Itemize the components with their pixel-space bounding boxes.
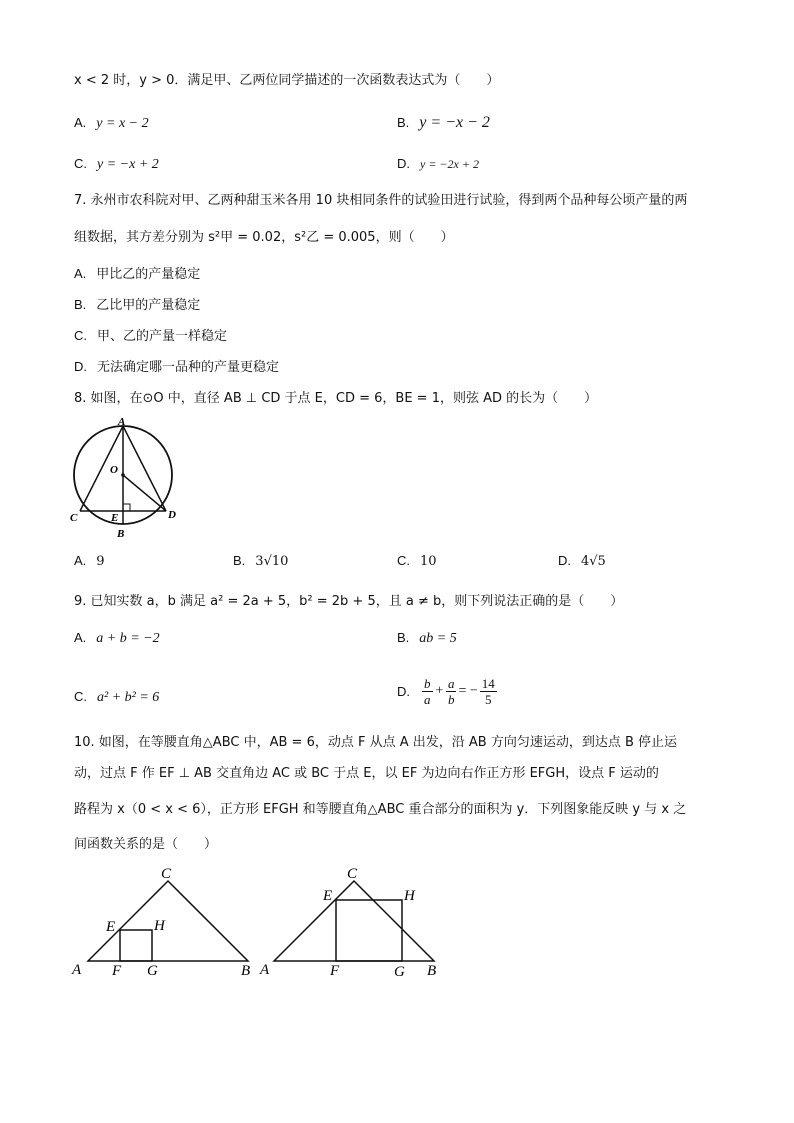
- option-label: B.: [74, 297, 87, 312]
- option-text: y = −2x + 2: [420, 157, 479, 171]
- center-point: [121, 473, 125, 477]
- option-text: 9: [96, 554, 105, 569]
- denominator: b: [447, 692, 455, 707]
- option-text: 乙比甲的产量稳定: [96, 298, 201, 313]
- label-g: G: [394, 964, 405, 980]
- chord-ad: [123, 426, 166, 511]
- fraction-14-over-5: [480, 676, 497, 707]
- q9-stem-line: 9. 已知实数 a，b 满足 a² = 2a + 5，b² = 2b + 5，且 a ≠ b，则下列说法正确的是（ ）: [74, 594, 624, 609]
- q6-option-b: [397, 114, 490, 133]
- option-text: 甲、乙的产量一样稳定: [97, 329, 228, 344]
- label-c: C: [161, 866, 172, 882]
- option-text: a + b = −2: [96, 631, 160, 646]
- q6-stem-line: x < 2 时，y > 0．满足甲、乙两位同学描述的一次函数表达式为（ ）: [74, 73, 500, 88]
- option-label: D.: [74, 359, 87, 374]
- label-h: H: [154, 918, 165, 934]
- q10-stem-line-3: 路程为 x（0 < x < 6），正方形 EFGH 和等腰直角△ABC 重合部分的面积为 y．下列图象能反映 y 与 x 之: [74, 802, 687, 817]
- option-label: A.: [74, 266, 87, 281]
- q10-stem-line-1: 10. 如图，在等腰直角△ABC 中，AB = 6，动点 F 从点 A 出发，沿 AB 方向匀速运动，到达点 B 停止运: [74, 735, 677, 750]
- label-b: B: [117, 528, 125, 540]
- q7-option-d: [74, 358, 279, 377]
- q9-option-a: [74, 629, 160, 648]
- q8-circle-figure: [68, 415, 180, 543]
- label-f: F: [330, 963, 340, 979]
- q9-option-c: [74, 688, 159, 707]
- option-text: y = −x − 2: [419, 114, 490, 131]
- option-label: B.: [397, 115, 410, 130]
- label-h: H: [404, 888, 415, 904]
- label-c: C: [347, 866, 358, 882]
- q7-option-b: [74, 296, 200, 315]
- denominator: a: [424, 692, 431, 707]
- option-label: D.: [397, 683, 410, 699]
- option-text: 10: [420, 554, 437, 569]
- q10-stem-line-4: 间函数关系的是（ ）: [74, 837, 218, 852]
- q6-option-a: [74, 114, 149, 133]
- q8-stem-line: 8. 如图，在⊙O 中，直径 AB ⊥ CD 于点 E，CD = 6，BE = 1，则弦 AD 的长为（ ）: [74, 391, 598, 406]
- numerator: a: [447, 676, 455, 691]
- denominator: 5: [485, 692, 492, 707]
- q10-stem-line-2: 动，过点 F 作 EF ⊥ AB 交直角边 AC 或 BC 于点 E，以 EF 为边向右作正方形 EFGH，设点 F 运动的: [74, 766, 659, 781]
- label-a: A: [118, 416, 126, 428]
- option-label: C.: [397, 553, 410, 568]
- q7-stem-line-2: 组数据，其方差分别为 s²甲 = 0.02，s²乙 = 0.005，则（ ）: [74, 230, 454, 245]
- option-label: B.: [233, 553, 246, 568]
- option-label: A.: [74, 115, 87, 130]
- q8-option-a: [74, 552, 105, 571]
- q9-option-b: [397, 629, 457, 648]
- label-a: A: [260, 962, 270, 978]
- q8-option-d: [558, 552, 606, 571]
- q10-figure-1: [71, 866, 250, 979]
- option-text: 甲比乙的产量稳定: [96, 267, 201, 282]
- label-c: C: [70, 512, 78, 524]
- label-g: G: [147, 963, 158, 979]
- equals-minus: = −: [458, 683, 478, 699]
- q10-figure-2: [259, 866, 436, 980]
- label-b: B: [427, 963, 437, 979]
- label-e: E: [106, 919, 116, 935]
- option-label: D.: [397, 156, 410, 171]
- q8-option-c: [397, 552, 437, 571]
- label-e: E: [323, 888, 333, 904]
- numerator: b: [424, 676, 431, 691]
- label-d: D: [168, 509, 176, 521]
- option-label: C.: [74, 156, 87, 171]
- square-efgh: [336, 900, 402, 961]
- option-text: y = −x + 2: [97, 157, 159, 172]
- option-text: ab = 5: [419, 631, 457, 646]
- q9-option-d: [397, 676, 499, 707]
- option-label: A.: [74, 553, 87, 568]
- fraction-a-over-b: [446, 676, 457, 707]
- option-label: D.: [558, 553, 571, 568]
- q7-option-a: [74, 265, 200, 284]
- option-label: A.: [74, 630, 87, 645]
- q7-option-c: [74, 327, 227, 346]
- numerator: 14: [481, 676, 495, 691]
- q6-option-d: [397, 155, 479, 174]
- q7-stem-line-1: 7. 永州市农科院对甲、乙两种甜玉米各用 10 块相同条件的试验田进行试验，得到两个品种每公顷产量的两: [74, 193, 688, 208]
- option-label: C.: [74, 689, 87, 704]
- square-efgh: [120, 930, 152, 961]
- plus-sign: +: [434, 683, 444, 699]
- option-label: C.: [74, 328, 87, 343]
- option-text: 3√10: [255, 554, 289, 569]
- right-angle-mark: [123, 504, 130, 511]
- q6-option-c: [74, 155, 159, 174]
- label-b: B: [241, 963, 251, 979]
- label-e: E: [111, 512, 119, 524]
- q8-option-b: [233, 552, 288, 571]
- q10-figures: [60, 858, 450, 983]
- option-text: 无法确定哪一品种的产量更稳定: [97, 360, 280, 375]
- label-o: O: [110, 464, 118, 476]
- option-text: 4√5: [581, 554, 606, 569]
- option-label: B.: [397, 630, 410, 645]
- label-a: A: [72, 962, 82, 978]
- fraction-b-over-a: [422, 676, 433, 707]
- segment-od: [123, 475, 166, 511]
- option-text: a² + b² = 6: [97, 690, 160, 705]
- option-text: y = x − 2: [96, 116, 149, 131]
- label-f: F: [112, 963, 122, 979]
